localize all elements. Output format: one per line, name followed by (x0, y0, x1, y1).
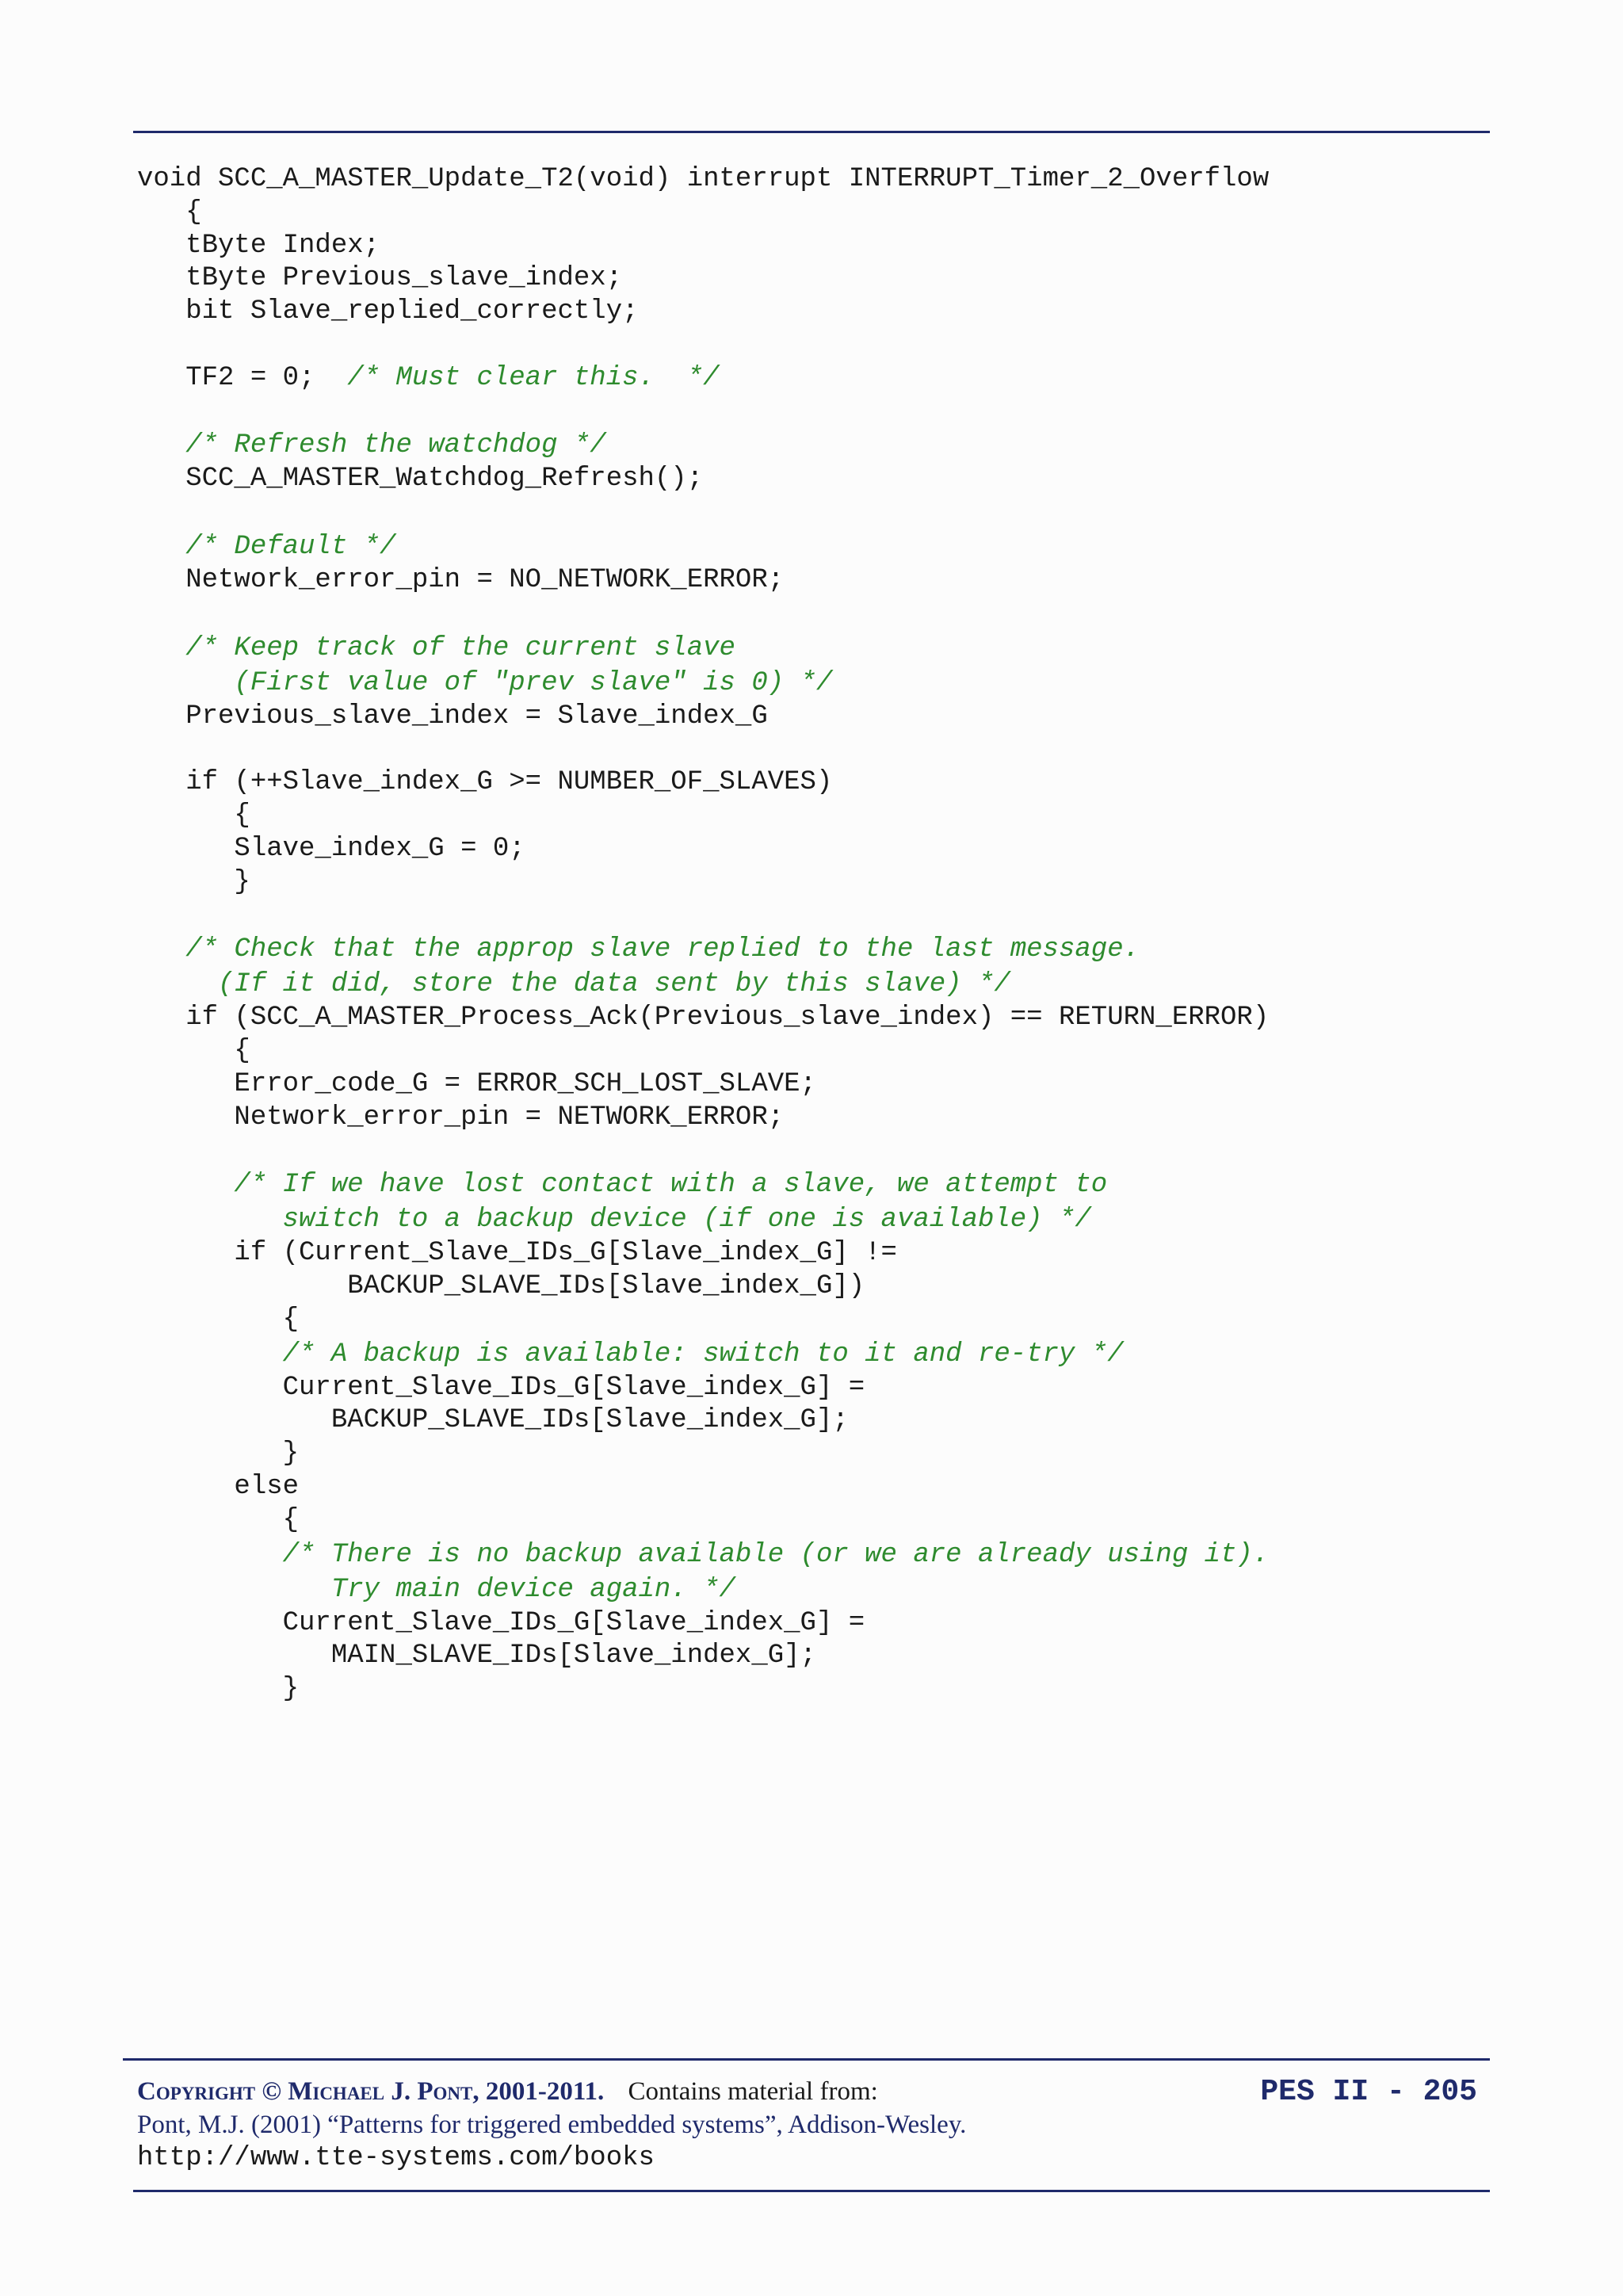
footer-bottom-rule (133, 2190, 1490, 2192)
code-text: } (137, 1438, 300, 1469)
code-text: void SCC_A_MASTER_Update_T2(void) interrupt INTERRUPT_Timer_2_Overflow (137, 164, 1270, 194)
code-text: /* Refresh the watchdog */ (137, 430, 606, 461)
code-text: Error_code_G = ERROR_SCH_LOST_SLAVE; (137, 1068, 816, 1099)
code-text: switch to a backup device (if one is available) */ (137, 1205, 1091, 1236)
citation-text: Pont, M.J. (2001) “Patterns for triggered embedded systems”, Addison-Wesley. (137, 2111, 967, 2139)
code-blank-line (137, 395, 1269, 429)
code-comment-line (137, 1538, 1269, 1572)
code-line (137, 230, 1269, 263)
code-text: /* If we have lost contact with a slave, we attempt to (137, 1170, 1108, 1201)
code-line (137, 296, 1269, 329)
code-line (137, 564, 1269, 598)
code-line (137, 1607, 1269, 1641)
code-text: (First value of "prev slave" is 0) */ (137, 667, 833, 698)
code-comment-line (137, 631, 1269, 666)
code-line (137, 800, 1269, 833)
code-line (137, 197, 1269, 230)
code-text: SCC_A_MASTER_Watchdog_Refresh(); (137, 464, 704, 495)
code-blank-line (137, 899, 1269, 932)
copyright-notice: Copyright © Michael J. Pont, 2001-2011. (137, 2077, 605, 2106)
code-line (137, 1270, 1269, 1304)
code-line (137, 866, 1269, 900)
code-line (137, 1471, 1269, 1504)
code-text: Network_error_pin = NO_NETWORK_ERROR; (137, 564, 785, 595)
code-line (137, 262, 1269, 296)
code-text: tByte Previous_slave_index; (137, 263, 623, 294)
code-line (137, 766, 1269, 800)
code-text: { (137, 197, 202, 227)
code-text: /* Keep track of the current slave (137, 632, 735, 663)
code-line (137, 1068, 1269, 1102)
code-text: Network_error_pin = NETWORK_ERROR; (137, 1102, 785, 1133)
code-text: { (137, 800, 250, 831)
code-line (137, 1035, 1269, 1068)
code-line (137, 1673, 1269, 1706)
code-text: Slave_index_G = 0; (137, 833, 525, 864)
code-text: if (Current_Slave_IDs_G[Slave_index_G] != (137, 1238, 897, 1269)
code-comment-line (137, 1337, 1269, 1372)
code-comment-line (137, 529, 1269, 564)
code-text: tByte Index; (137, 230, 380, 261)
code-text: (If it did, store the data sent by this slave) */ (137, 969, 1010, 1000)
footer-top-rule (123, 2058, 1490, 2061)
code-line (137, 1504, 1269, 1538)
code-comment-line (137, 666, 1269, 701)
footer-credits (137, 2075, 966, 2175)
code-text: if (SCC_A_MASTER_Process_Ack(Previous_slave_index) == RETURN_ERROR) (137, 1003, 1270, 1033)
code-text: /* There is no backup available (or we are already using it). (137, 1539, 1270, 1570)
code-blank-line (137, 598, 1269, 631)
code-line (137, 701, 1269, 734)
code-line (137, 163, 1269, 197)
code-text: else (137, 1471, 300, 1502)
code-line (137, 1102, 1269, 1135)
code-text: MAIN_SLAVE_IDs[Slave_index_G]; (137, 1641, 816, 1671)
code-comment-line (137, 932, 1269, 967)
code-comment-line (137, 1202, 1269, 1237)
code-text: } (137, 1674, 300, 1705)
code-text: Previous_slave_index = Slave_index_G (137, 701, 768, 732)
header-rule (133, 131, 1490, 133)
code-text: bit Slave_replied_correctly; (137, 296, 639, 327)
code-text: /* A backup is available: switch to it and re-try */ (137, 1339, 1124, 1370)
code-inline-comment: /* Must clear this. */ (347, 362, 720, 393)
page-number: PES II - 205 (1260, 2075, 1477, 2109)
code-listing (137, 163, 1269, 1706)
code-text: Try main device again. */ (137, 1574, 735, 1605)
code-line (137, 1372, 1269, 1405)
code-text: TF2 = 0; (137, 362, 348, 393)
footer-copyright-line (137, 2075, 966, 2108)
code-text: { (137, 1035, 250, 1066)
books-url-link[interactable]: http://www.tte-systems.com/books (137, 2143, 655, 2173)
code-text: /* Check that the approp slave replied to the last message. (137, 934, 1140, 965)
code-text: { (137, 1304, 300, 1335)
code-comment-line (137, 428, 1269, 463)
code-line (137, 1404, 1269, 1438)
code-line (137, 1640, 1269, 1673)
code-text: Current_Slave_IDs_G[Slave_index_G] = (137, 1607, 865, 1638)
code-text: } (137, 866, 250, 897)
code-line (137, 833, 1269, 866)
code-blank-line (137, 329, 1269, 362)
code-line (137, 463, 1269, 496)
code-text: Current_Slave_IDs_G[Slave_index_G] = (137, 1372, 865, 1403)
code-line (137, 1002, 1269, 1035)
code-line (137, 1237, 1269, 1270)
code-blank-line (137, 733, 1269, 766)
code-comment-line (137, 967, 1269, 1002)
code-line (137, 1438, 1269, 1471)
code-line (137, 362, 1269, 395)
code-comment-line (137, 1572, 1269, 1607)
contains-material-text: Contains material from: (628, 2077, 878, 2106)
code-line (137, 1304, 1269, 1337)
code-text: { (137, 1504, 300, 1535)
code-text: if (++Slave_index_G >= NUMBER_OF_SLAVES) (137, 767, 833, 798)
code-text: /* Default */ (137, 531, 396, 562)
code-text: BACKUP_SLAVE_IDs[Slave_index_G]; (137, 1405, 849, 1436)
code-blank-line (137, 1134, 1269, 1167)
code-text: BACKUP_SLAVE_IDs[Slave_index_G]) (137, 1270, 865, 1301)
code-comment-line (137, 1167, 1269, 1202)
code-blank-line (137, 496, 1269, 529)
